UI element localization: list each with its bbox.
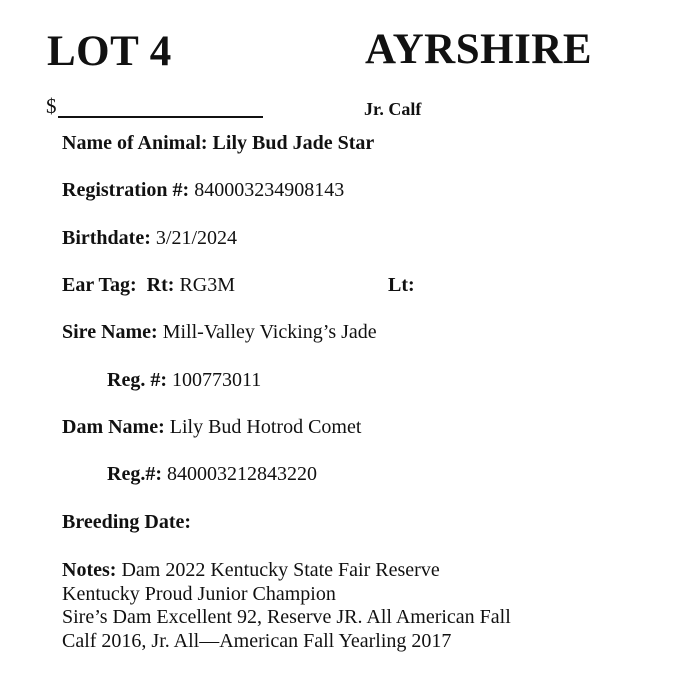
- breeding-date-row: [62, 510, 191, 534]
- birthdate-label: Birthdate:: [62, 227, 151, 249]
- ear-tag-lt: [388, 273, 415, 297]
- registration-label: Registration #:: [62, 179, 190, 201]
- registration-value: 840003234908143: [194, 179, 345, 201]
- class-label: Jr. Calf: [364, 99, 422, 119]
- lot-number: LOT 4: [47, 28, 172, 75]
- birthdate-value: 3/21/2024: [155, 227, 238, 249]
- sire-reg-label: Reg. #:: [107, 369, 167, 391]
- sire-reg-row: [107, 368, 261, 392]
- dam-reg-label: Reg.#:: [107, 463, 162, 485]
- birthdate-row: [62, 226, 237, 250]
- notes-line-4: Calf 2016, Jr. All—American Fall Yearling 2017: [62, 629, 452, 652]
- sire-value: Mill-Valley Vicking’s Jade: [162, 321, 377, 343]
- price-field: [46, 94, 263, 118]
- ear-tag-row: [62, 273, 235, 297]
- price-blank-line: [58, 98, 263, 118]
- ear-tag-rt-value: RG3M: [179, 274, 236, 296]
- sire-row: [62, 320, 377, 344]
- dam-label: Dam Name:: [62, 416, 165, 438]
- notes-line-3: Sire’s Dam Excellent 92, Reserve JR. All American Fall: [62, 606, 511, 628]
- dollar-sign: $: [46, 94, 57, 118]
- registration-row: [62, 178, 344, 202]
- notes-line-1: [62, 559, 511, 583]
- notes-label: Notes:: [62, 559, 117, 581]
- animal-name-row: [62, 131, 374, 155]
- dam-reg-row: [107, 462, 317, 486]
- ear-tag-rt-label: Rt:: [146, 274, 175, 296]
- dam-reg-value: 840003212843220: [166, 463, 317, 485]
- breed-title: AYRSHIRE: [365, 26, 593, 73]
- animal-name-label: Name of Animal:: [62, 132, 208, 154]
- dam-row: [62, 415, 361, 439]
- animal-name-value: Lily Bud Jade Star: [212, 132, 375, 154]
- dam-value: Lily Bud Hotrod Comet: [169, 416, 362, 438]
- sire-reg-value: 100773011: [171, 369, 262, 391]
- ear-tag-label: Ear Tag:: [62, 274, 137, 296]
- notes-block: [62, 559, 511, 653]
- breeding-date-label: Breeding Date:: [62, 511, 192, 533]
- sire-label: Sire Name:: [62, 321, 158, 343]
- notes-line-2: Kentucky Proud Junior Champion: [62, 582, 336, 605]
- notes-text-1: Dam 2022 Kentucky State Fair Reserve: [121, 559, 440, 581]
- ear-tag-lt-label: Lt:: [388, 274, 415, 296]
